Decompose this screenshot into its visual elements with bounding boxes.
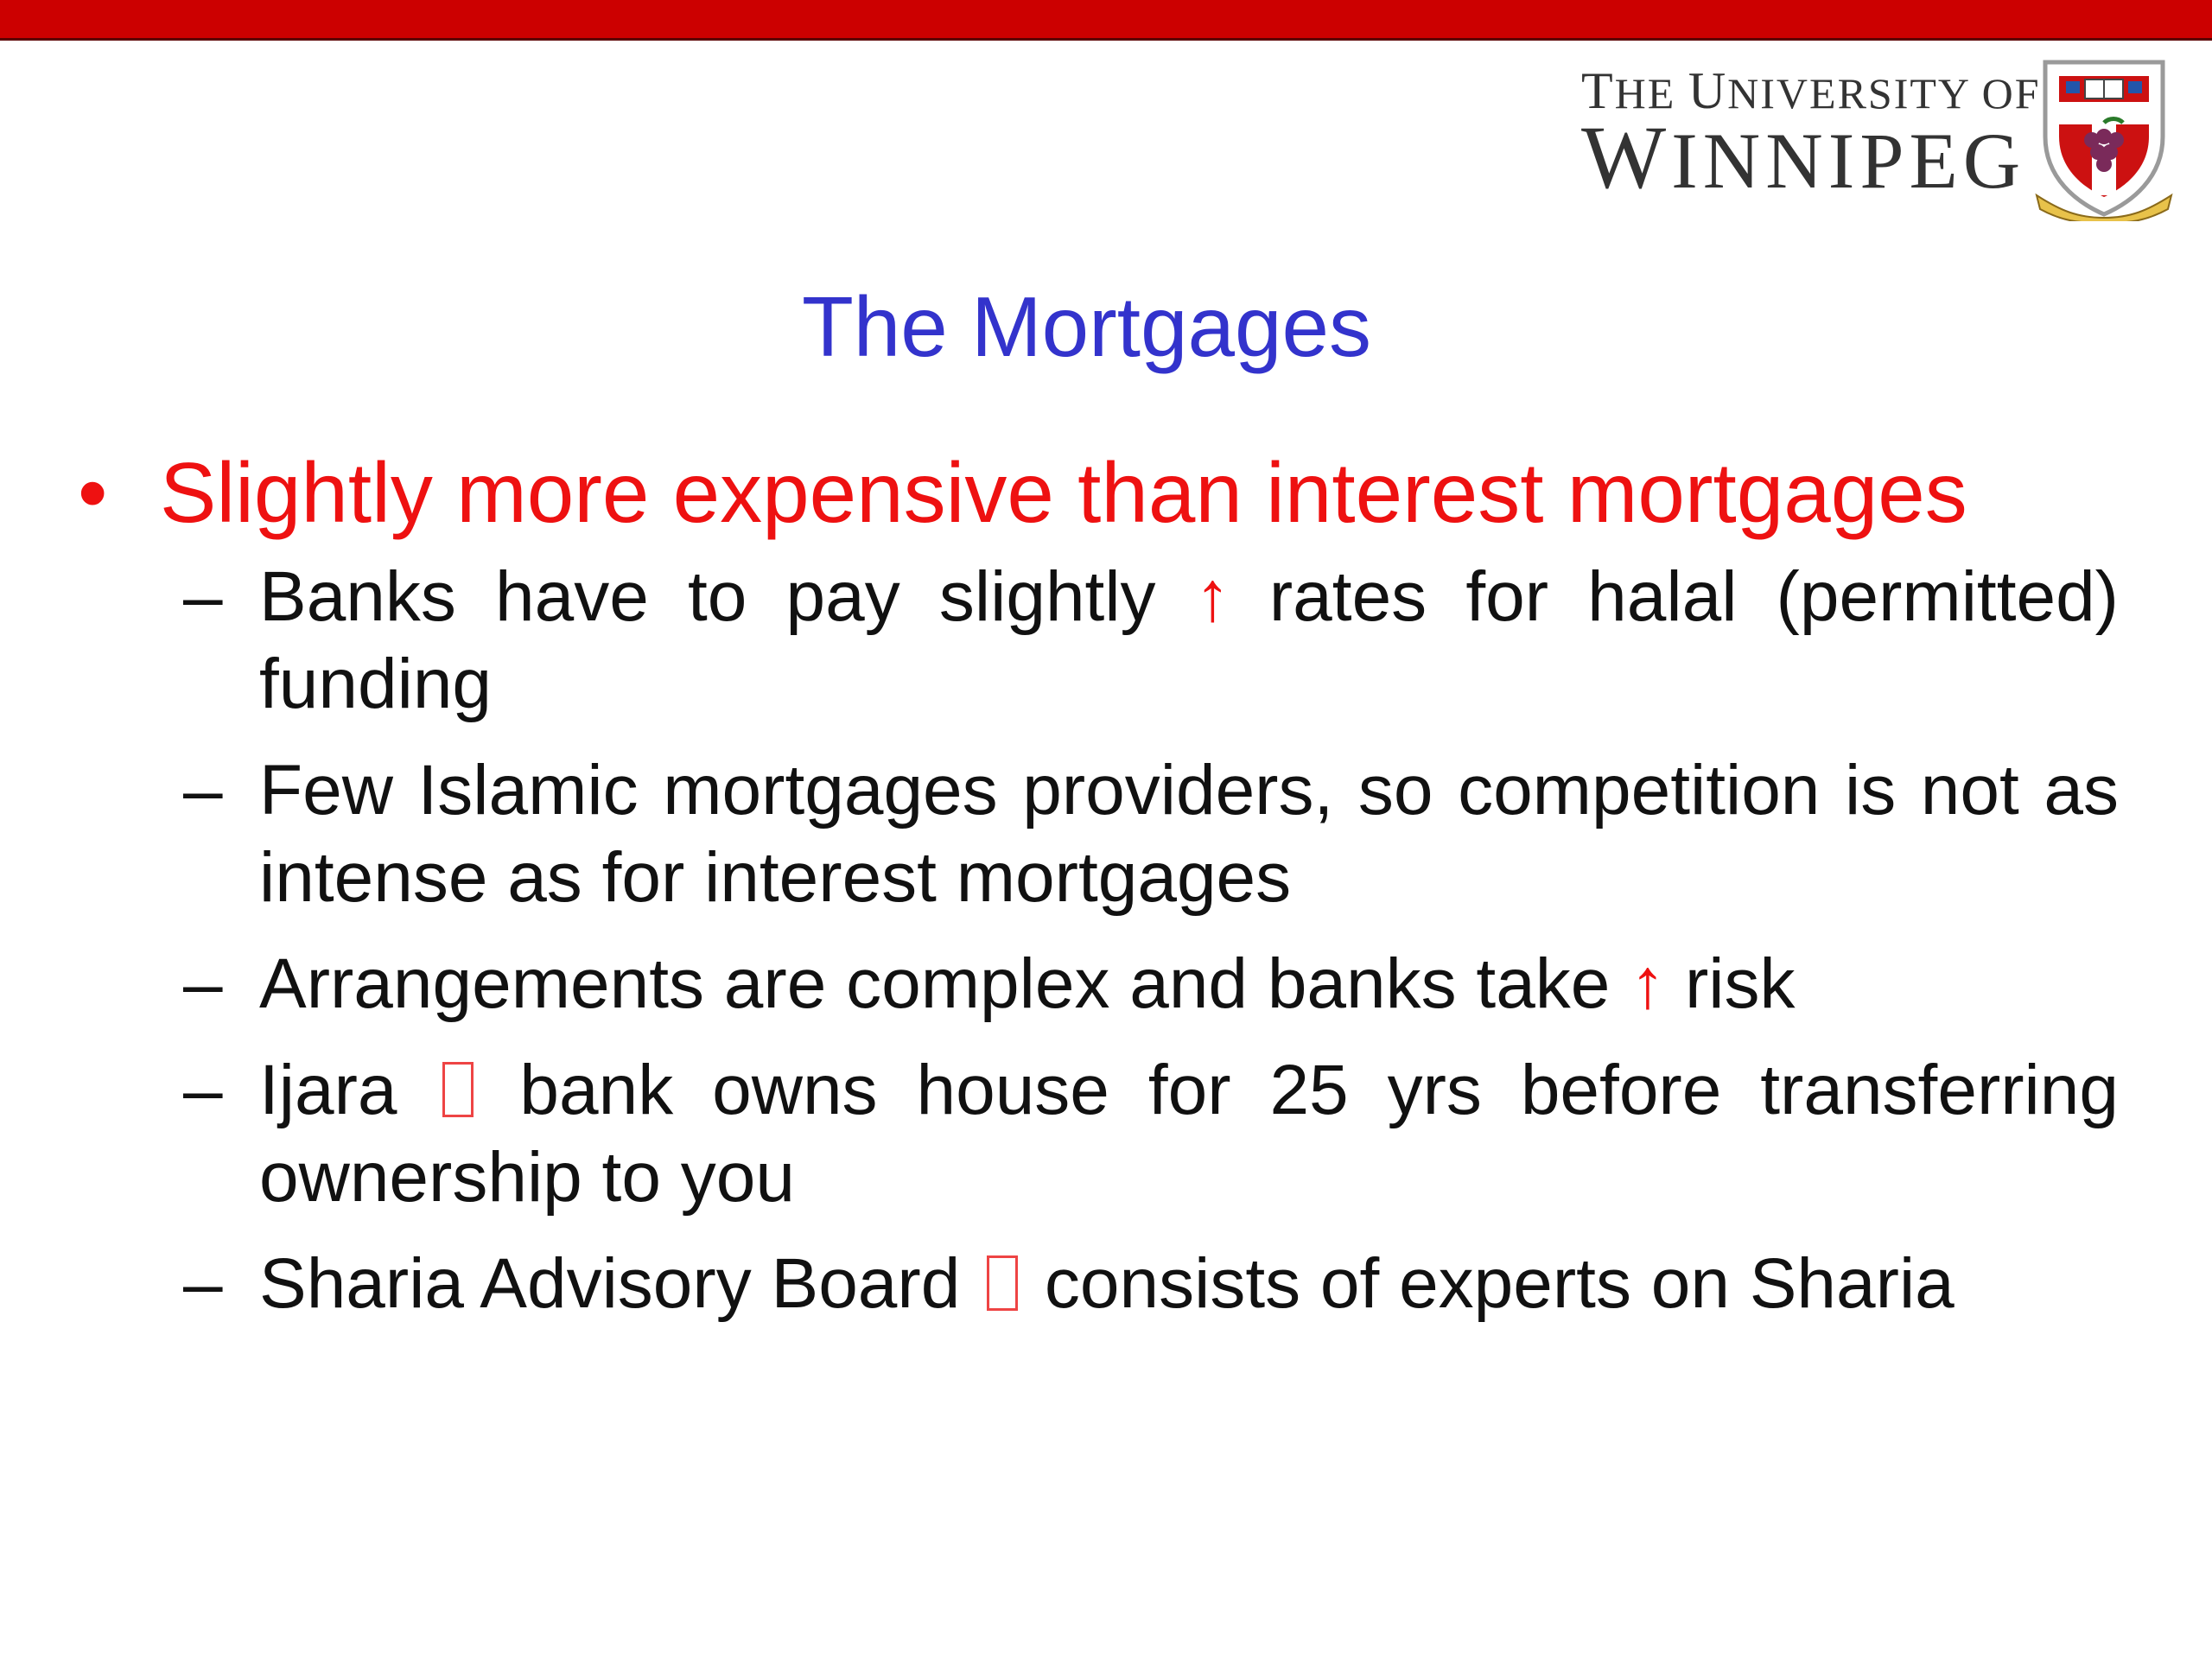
sub-bullet-text: Few Islamic mortgages providers, so competition is not as intense as for interest mortgages [259, 751, 2119, 917]
sub-bullet-list [183, 553, 2119, 1346]
sub-bullet-item [183, 553, 2119, 728]
up-arrow-icon: ↑ [1194, 557, 1230, 636]
sub-bullet-text: consists of experts on Sharia [1044, 1244, 1955, 1323]
sub-bullet-text: rates for halal (permitted) funding [259, 557, 2119, 723]
bullet-marker: • [78, 445, 108, 540]
sub-bullet-item [183, 1046, 2119, 1221]
up-arrow-icon: ↑ [1630, 944, 1666, 1023]
main-bullet-text: Slightly more expensive than interest mortgages [160, 445, 1967, 540]
logo-line-2: WINNIPEG [1581, 108, 2026, 207]
university-crest-icon [2035, 57, 2173, 221]
logo-line-1: THE UNIVERSITY OF [1581, 62, 2041, 119]
sub-bullet-item [183, 1240, 2119, 1327]
missing-glyph-icon [987, 1255, 1018, 1311]
sub-bullet-text: Sharia Advisory Board [259, 1244, 961, 1323]
sub-bullet-text: Banks have to pay slightly [259, 557, 1156, 636]
dash-marker: – [183, 751, 223, 830]
logo-text [1581, 62, 2041, 207]
missing-glyph-icon [442, 1062, 474, 1117]
dash-marker: – [183, 944, 223, 1023]
dash-marker: – [183, 1051, 223, 1129]
sub-bullet-text: risk [1685, 944, 1796, 1023]
sub-bullet-item [183, 940, 2119, 1027]
dash-marker: – [183, 557, 223, 636]
sub-bullet-text: Ijara [259, 1051, 397, 1129]
sub-bullet-item [183, 747, 2119, 921]
university-logo [1581, 57, 2186, 221]
top-bar [0, 0, 2212, 41]
slide-title: The Mortgages [801, 279, 1372, 374]
sub-bullet-text: bank owns house for 25 yrs before transferring ownership to you [259, 1051, 2119, 1217]
dash-marker: – [183, 1244, 223, 1323]
sub-bullet-text: Arrangements are complex and banks take [259, 944, 1611, 1023]
